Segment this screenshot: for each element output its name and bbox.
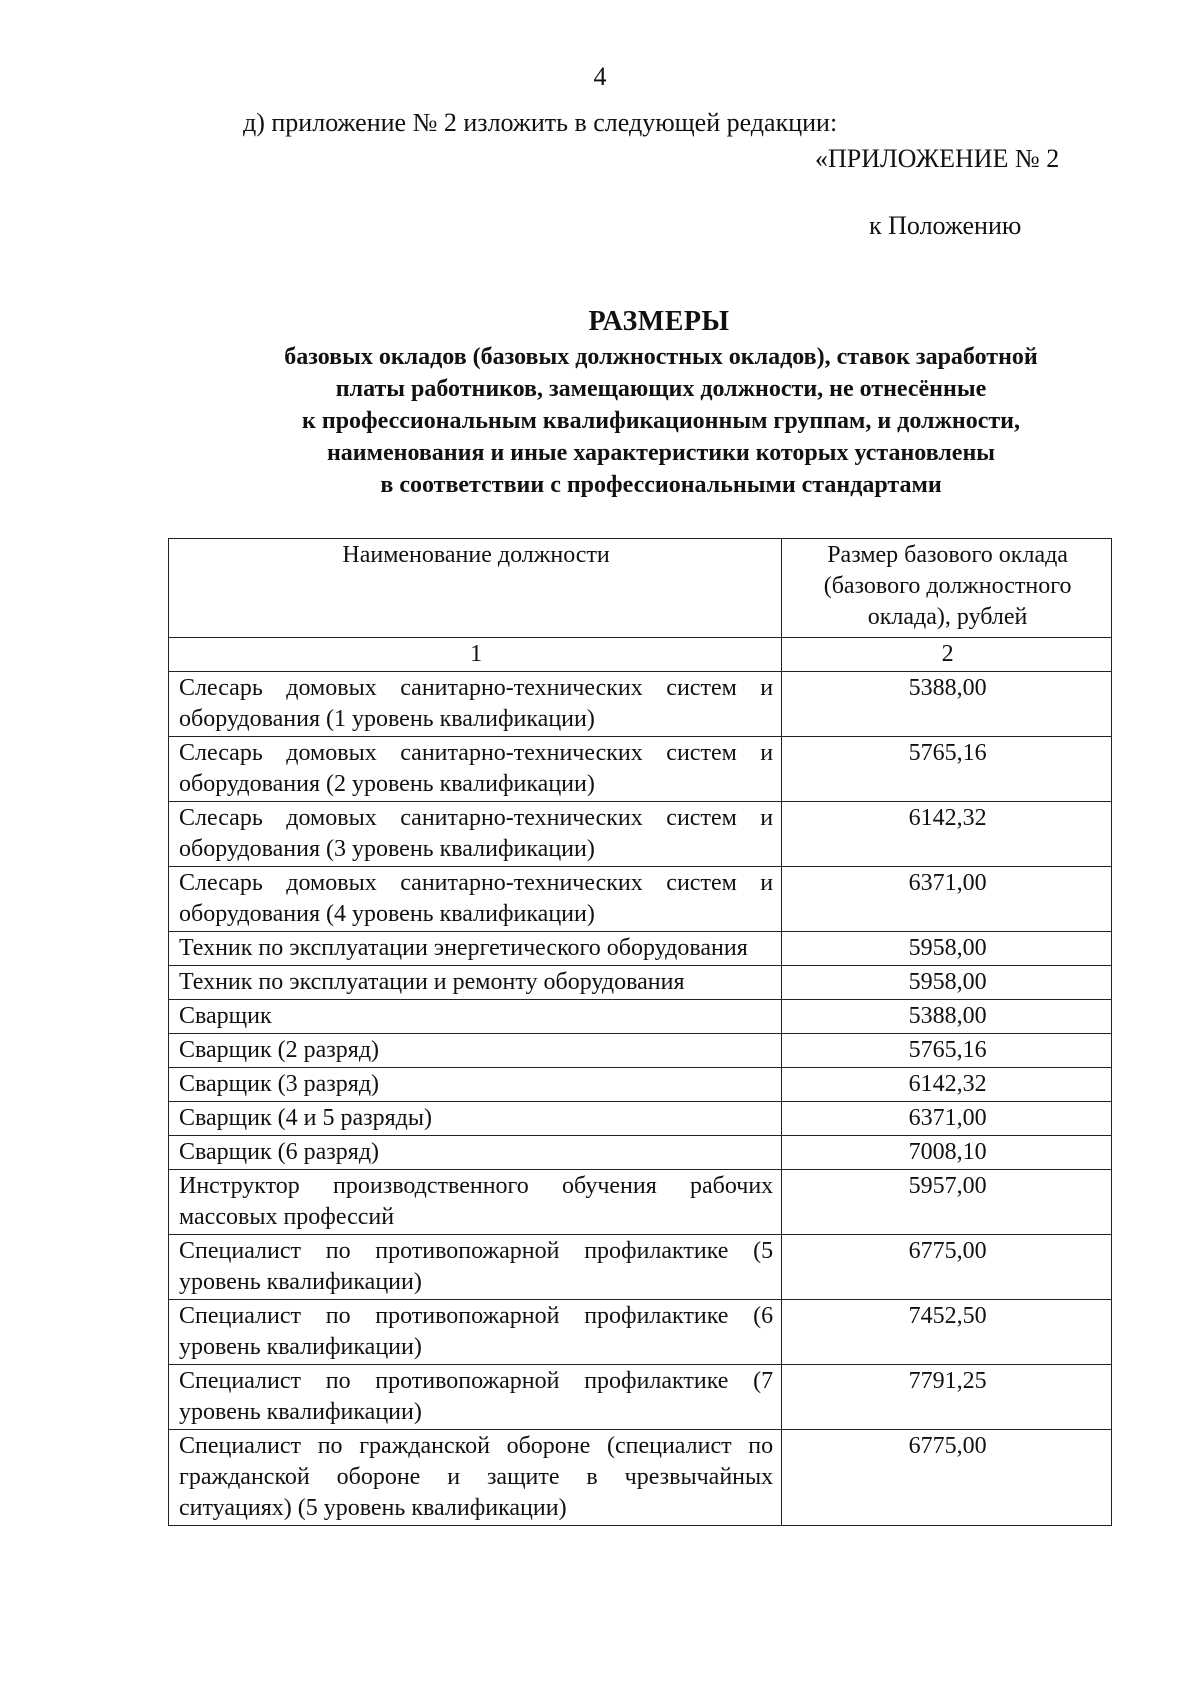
subtitle-line: в соответствии с профессиональными стандартами [380, 472, 942, 498]
base-salary-cell: 7791,25 [782, 1365, 1112, 1430]
header-line: Размер базового оклада [827, 542, 1068, 568]
header-line: (базового должностного [823, 573, 1072, 599]
base-salary-cell: 7452,50 [782, 1300, 1112, 1365]
table-row [169, 672, 1112, 737]
subtitle-line: к профессиональным квалификационным группам, и должности, [302, 408, 1020, 434]
table-row [169, 1136, 1112, 1170]
base-salary-cell: 6775,00 [782, 1235, 1112, 1300]
subtitle-line: наименования и иные характеристики которых установлены [326, 440, 996, 466]
position-name-cell: Слесарь домовых санитарно-технических систем и оборудования (3 уровень квалификации) [169, 802, 782, 867]
table-row [169, 1068, 1112, 1102]
table-row [169, 1300, 1112, 1365]
position-name-cell: Сварщик (2 разряд) [169, 1034, 782, 1068]
base-salary-cell: 6142,32 [782, 1068, 1112, 1102]
position-name-cell: Сварщик (6 разряд) [169, 1136, 782, 1170]
table-row [169, 1365, 1112, 1430]
base-salary-cell: 5958,00 [782, 966, 1112, 1000]
column-number: 1 [169, 638, 782, 672]
base-salary-cell: 5958,00 [782, 932, 1112, 966]
table-row [169, 1034, 1112, 1068]
table-row [169, 737, 1112, 802]
position-name-cell: Специалист по противопожарной профилактике (7 уровень квалификации) [169, 1365, 782, 1430]
header-position-name: Наименование должности [169, 539, 782, 638]
table-row [169, 1102, 1112, 1136]
position-name-cell: Сварщик (3 разряд) [169, 1068, 782, 1102]
table-row [169, 932, 1112, 966]
table-row [169, 1170, 1112, 1235]
base-salary-cell: 5388,00 [782, 672, 1112, 737]
base-salary-cell: 7008,10 [782, 1136, 1112, 1170]
document-title: РАЗМЕРЫ [588, 306, 730, 337]
position-name-cell: Слесарь домовых санитарно-технических систем и оборудования (2 уровень квалификации) [169, 737, 782, 802]
position-name-cell: Специалист по гражданской обороне (специалист по гражданской обороне и защите в чрезвычайных ситуациях) (5 уровень квалификации) [169, 1430, 782, 1526]
table-row [169, 1000, 1112, 1034]
position-name-cell: Слесарь домовых санитарно-технических систем и оборудования (1 уровень квалификации) [169, 672, 782, 737]
salary-table [168, 538, 1112, 1526]
position-name-cell: Сварщик (4 и 5 разряды) [169, 1102, 782, 1136]
page-number: 4 [593, 62, 607, 91]
subtitle-line: платы работников, замещающих должности, не отнесённые [335, 376, 987, 402]
subtitle-line: базовых окладов (базовых должностных окладов), ставок заработной [284, 344, 1038, 370]
amendment-text: д) приложение № 2 изложить в следующей редакции: [243, 108, 838, 137]
table-row [169, 802, 1112, 867]
base-salary-cell: 6142,32 [782, 802, 1112, 867]
column-number: 2 [782, 638, 1112, 672]
position-name-cell: Сварщик [169, 1000, 782, 1034]
document-subtitle [200, 341, 1122, 501]
base-salary-cell: 6775,00 [782, 1430, 1112, 1526]
appendix-subtitle: к Положению [869, 211, 1022, 240]
table-row [169, 867, 1112, 932]
position-name-cell: Специалист по противопожарной профилактике (5 уровень квалификации) [169, 1235, 782, 1300]
position-name-cell: Техник по эксплуатации энергетического оборудования [169, 932, 782, 966]
appendix-title: «ПРИЛОЖЕНИЕ № 2 [815, 144, 1060, 173]
base-salary-cell: 6371,00 [782, 867, 1112, 932]
base-salary-cell: 6371,00 [782, 1102, 1112, 1136]
base-salary-cell: 5957,00 [782, 1170, 1112, 1235]
table-row [169, 1430, 1112, 1526]
base-salary-cell: 5765,16 [782, 1034, 1112, 1068]
column-number-row [169, 638, 1112, 672]
table-header-row [169, 539, 1112, 638]
table-row [169, 966, 1112, 1000]
table-row [169, 1235, 1112, 1300]
base-salary-cell: 5765,16 [782, 737, 1112, 802]
base-salary-cell: 5388,00 [782, 1000, 1112, 1034]
header-line: оклада), рублей [867, 604, 1028, 630]
position-name-cell: Специалист по противопожарной профилактике (6 уровень квалификации) [169, 1300, 782, 1365]
position-name-cell: Слесарь домовых санитарно-технических систем и оборудования (4 уровень квалификации) [169, 867, 782, 932]
position-name-cell: Инструктор производственного обучения рабочих массовых профессий [169, 1170, 782, 1235]
table-body [169, 672, 1112, 1526]
header-base-salary [782, 539, 1112, 638]
position-name-cell: Техник по эксплуатации и ремонту оборудования [169, 966, 782, 1000]
